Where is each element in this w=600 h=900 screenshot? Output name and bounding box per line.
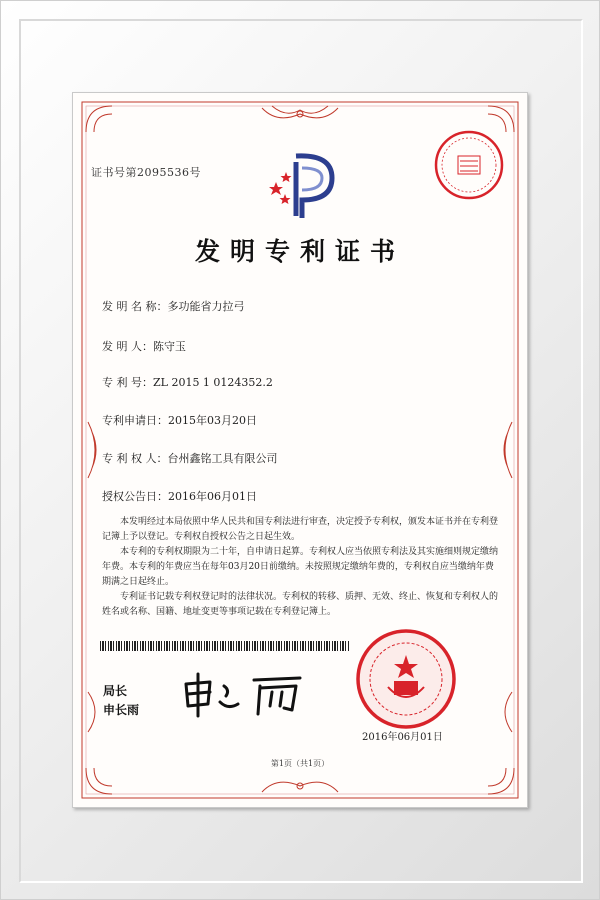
field-label: 专 利 权 人： <box>102 452 168 465</box>
field-value: 陈守玉 <box>153 340 186 353</box>
seal-date: 2016年06月01日 <box>362 732 443 743</box>
field-label: 发 明 人： <box>102 340 153 353</box>
field-label: 授权公告日： <box>102 490 168 503</box>
director-name: 申长雨 <box>103 703 140 717</box>
official-red-seal <box>354 627 458 731</box>
field-value: 2016年06月01日 <box>168 490 257 503</box>
field-value: ZL 2015 1 0124352.2 <box>153 376 273 389</box>
body-paragraph: 本专利的专利权期限为二十年，自申请日起算。专利权人应当依照专利法及其实施细则规定缴纳年费。本专利的年费应当在每年03月20日前缴纳。未按照规定缴纳年费的，专利权自应当缴纳年费期满之日起终止。 <box>102 547 499 587</box>
cnipa-logo-icon <box>262 148 342 220</box>
certificate-title: 发明专利证书 <box>194 237 405 266</box>
field-value: 2015年03月20日 <box>168 414 257 427</box>
field-inventor <box>102 338 186 354</box>
field-value: 台州鑫铭工具有限公司 <box>167 452 278 465</box>
handwritten-signature <box>180 670 310 720</box>
certificate-paper <box>72 92 528 808</box>
page-number: 第1页（共1页） <box>270 759 330 768</box>
certificate-body-text <box>102 515 502 620</box>
body-paragraph: 本发明经过本局依照中华人民共和国专利法进行审查，决定授予专利权，颁发本证书并在专利登记簿上予以登记。专利权自授权公告之日起生效。 <box>102 517 499 542</box>
body-paragraph: 专利证书记载专利权登记时的法律状况。专利权的转移、质押、无效、终止、恢复和专利权人的姓名或名称、国籍、地址变更等事项记载在专利登记簿上。 <box>102 592 499 617</box>
field-patentee <box>102 450 278 466</box>
field-value: 多功能省力拉弓 <box>167 300 245 313</box>
field-label: 专利申请日： <box>102 414 168 427</box>
field-patent-number <box>102 374 273 390</box>
field-label: 发 明 名 称： <box>102 300 168 313</box>
field-application-date <box>102 412 257 428</box>
barcode <box>100 641 350 651</box>
field-grant-date <box>102 488 257 504</box>
small-seal-stamp <box>432 128 506 202</box>
certificate-number: 证书号第2095536号 <box>91 166 201 179</box>
field-invention-name <box>102 298 245 314</box>
field-label: 专 利 号： <box>102 376 153 389</box>
director-title: 局长 <box>103 684 128 698</box>
